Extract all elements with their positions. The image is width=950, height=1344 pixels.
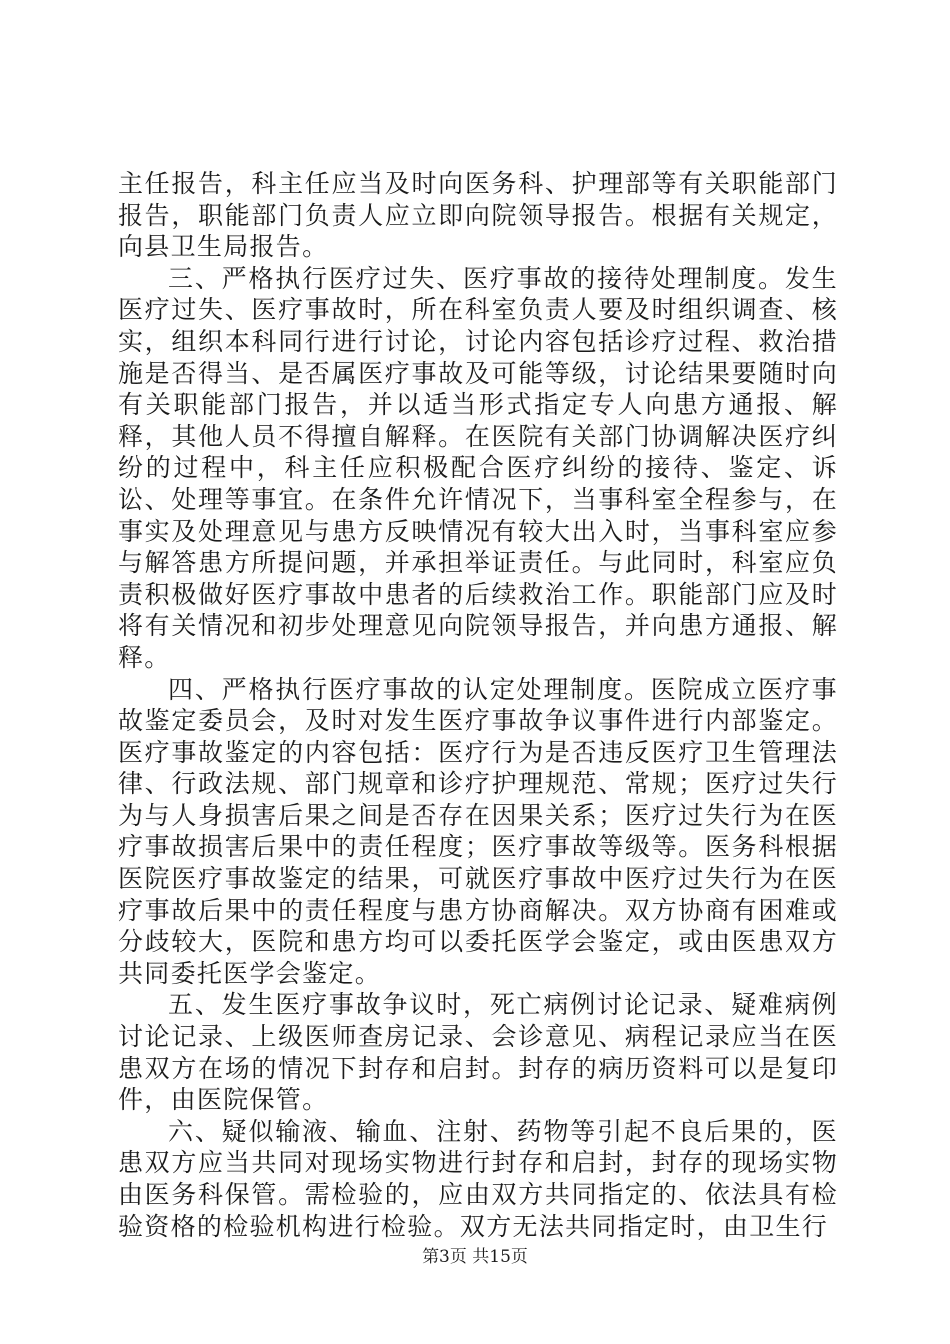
paragraph-3: 四、严格执行医疗事故的认定处理制度。医院成立医疗事故鉴定委员会，及时对发生医疗事故争议事件进行内部鉴定。医疗事故鉴定的内容包括：医疗行为是否违反医疗卫生管理法律、行政法规、部门规章和诊疗护理规范、常规；医疗过失行为与人身损害后果之间是否存在因果关系；医疗过失行为在医疗事故损害后果中的责任程度；医疗事故等级等。医务科根据医院医疗事故鉴定的结果，可就医疗事故中医疗过失行为在医疗事故后果中的责任程度与患方协商解决。双方协商有困难或分歧较大，医院和患方均可以委托医学会鉴定，或由医患双方共同委托医学会鉴定。 xyxy=(118,674,838,988)
document-body xyxy=(118,168,838,1242)
page-footer xyxy=(0,1242,950,1267)
paragraph-2: 三、严格执行医疗过失、医疗事故的接待处理制度。发生医疗过失、医疗事故时，所在科室负责人要及时组织调查、核实，组织本科同行进行讨论，讨论内容包括诊疗过程、救治措施是否得当、是否属医疗事故及可能等级，讨论结果要随时向有关职能部门报告，并以适当形式指定专人向患方通报、解释，其他人员不得擅自解释。在医院有关部门协调解决医疗纠纷的过程中，科主任应积极配合医疗纠纷的接待、鉴定、诉讼、处理等事宜。在条件允许情况下，当事科室全程参与，在事实及处理意见与患方反映情况有较大出入时，当事科室应参与解答患方所提问题，并承担举证责任。与此同时，科室应负责积极做好医疗事故中患者的后续救治工作。职能部门应及时将有关情况和初步处理意见向院领导报告，并向患方通报、解释。 xyxy=(118,263,838,672)
page-number: 第3页 共15页 xyxy=(422,1247,528,1267)
paragraph-1: 主任报告，科主任应当及时向医务科、护理部等有关职能部门报告，职能部门负责人应立即向院领导报告。根据有关规定，向县卫生局报告。 xyxy=(118,169,838,262)
paragraph-5: 六、疑似输液、输血、注射、药物等引起不良后果的，医患双方应当共同对现场实物进行封存和启封，封存的现场实物由医务科保管。需检验的，应由双方共同指定的、依法具有检验资格的检验机构进行检验。双方无法共同指定时，由卫生行 xyxy=(118,1116,838,1241)
paragraph-4: 五、发生医疗事故争议时，死亡病例讨论记录、疑难病例讨论记录、上级医师查房记录、会诊意见、病程记录应当在医患双方在场的情况下封存和启封。封存的病历资料可以是复印件，由医院保管。 xyxy=(118,990,838,1115)
